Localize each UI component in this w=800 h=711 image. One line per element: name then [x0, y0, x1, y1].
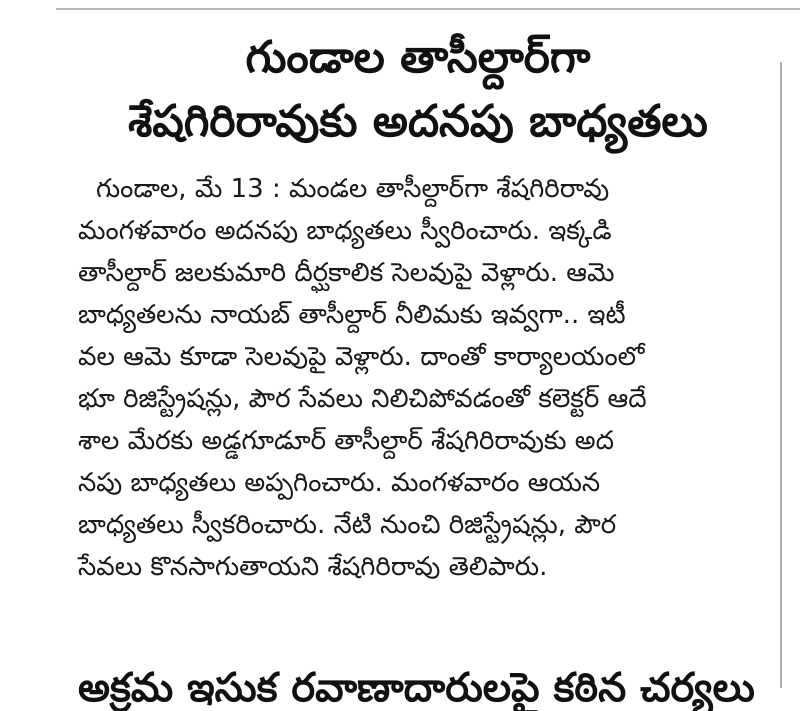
next-headline-text: అక్రమ ఇసుక రవాణాదారులపై కఠిన చర్యలు	[78, 665, 755, 711]
news-article	[78, 26, 758, 588]
article-body	[78, 168, 758, 588]
body-line-1: గుండాల, మే 13 : మండల తాసీల్దార్‌గా శేషగిరిరావు	[96, 174, 610, 204]
article-headline	[78, 26, 758, 154]
body-line-7: శాల మేరకు అడ్డగూడూర్ తాసీల్దార్ శేషగిరిరావుకు అద	[78, 426, 614, 456]
next-article-headline-clipped	[78, 665, 758, 711]
body-line-3: తాసీల్దార్ జలకుమారి దీర్ఘకాలిక సెలవుపై వెళ్లారు. ఆమె	[78, 258, 615, 288]
body-line-8: నపు బాధ్యతలు అప్పగించారు. మంగళవారం ఆయన	[78, 468, 601, 498]
body-line-9: బాధ్యతలు స్వీకరించారు. నేటి నుంచి రిజిస్ట్రేషన్లు, పౌర	[78, 510, 617, 540]
column-divider-rule	[780, 62, 782, 688]
headline-line-1: గుండాల తాసీల్దార్‌గా	[245, 32, 591, 83]
headline-line-2: శేషగిరిరావుకు అదనపు బాధ్యతలు	[128, 96, 708, 147]
top-divider-rule	[56, 8, 800, 10]
body-line-6: భూ రిజిస్ట్రేషన్లు, పౌర సేవలు నిలిచిపోవడంతో కలెక్టర్ ఆదే	[78, 384, 647, 414]
body-line-4: బాధ్యతలను నాయబ్ తాసీల్దార్ నీలిమకు ఇవ్వగా.. ఇటీ	[78, 300, 626, 330]
body-line-2: మంగళవారం అదనపు బాధ్యతలు స్వీరించారు. ఇక్కడి	[78, 216, 612, 246]
body-line-10: సేవలు కొనసాగుతాయని శేషగిరిరావు తెలిపారు.	[78, 552, 548, 582]
body-line-5: వల ఆమె కూడా సెలవుపై వెళ్లారు. దాంతో కార్యాలయంలో	[78, 342, 645, 372]
